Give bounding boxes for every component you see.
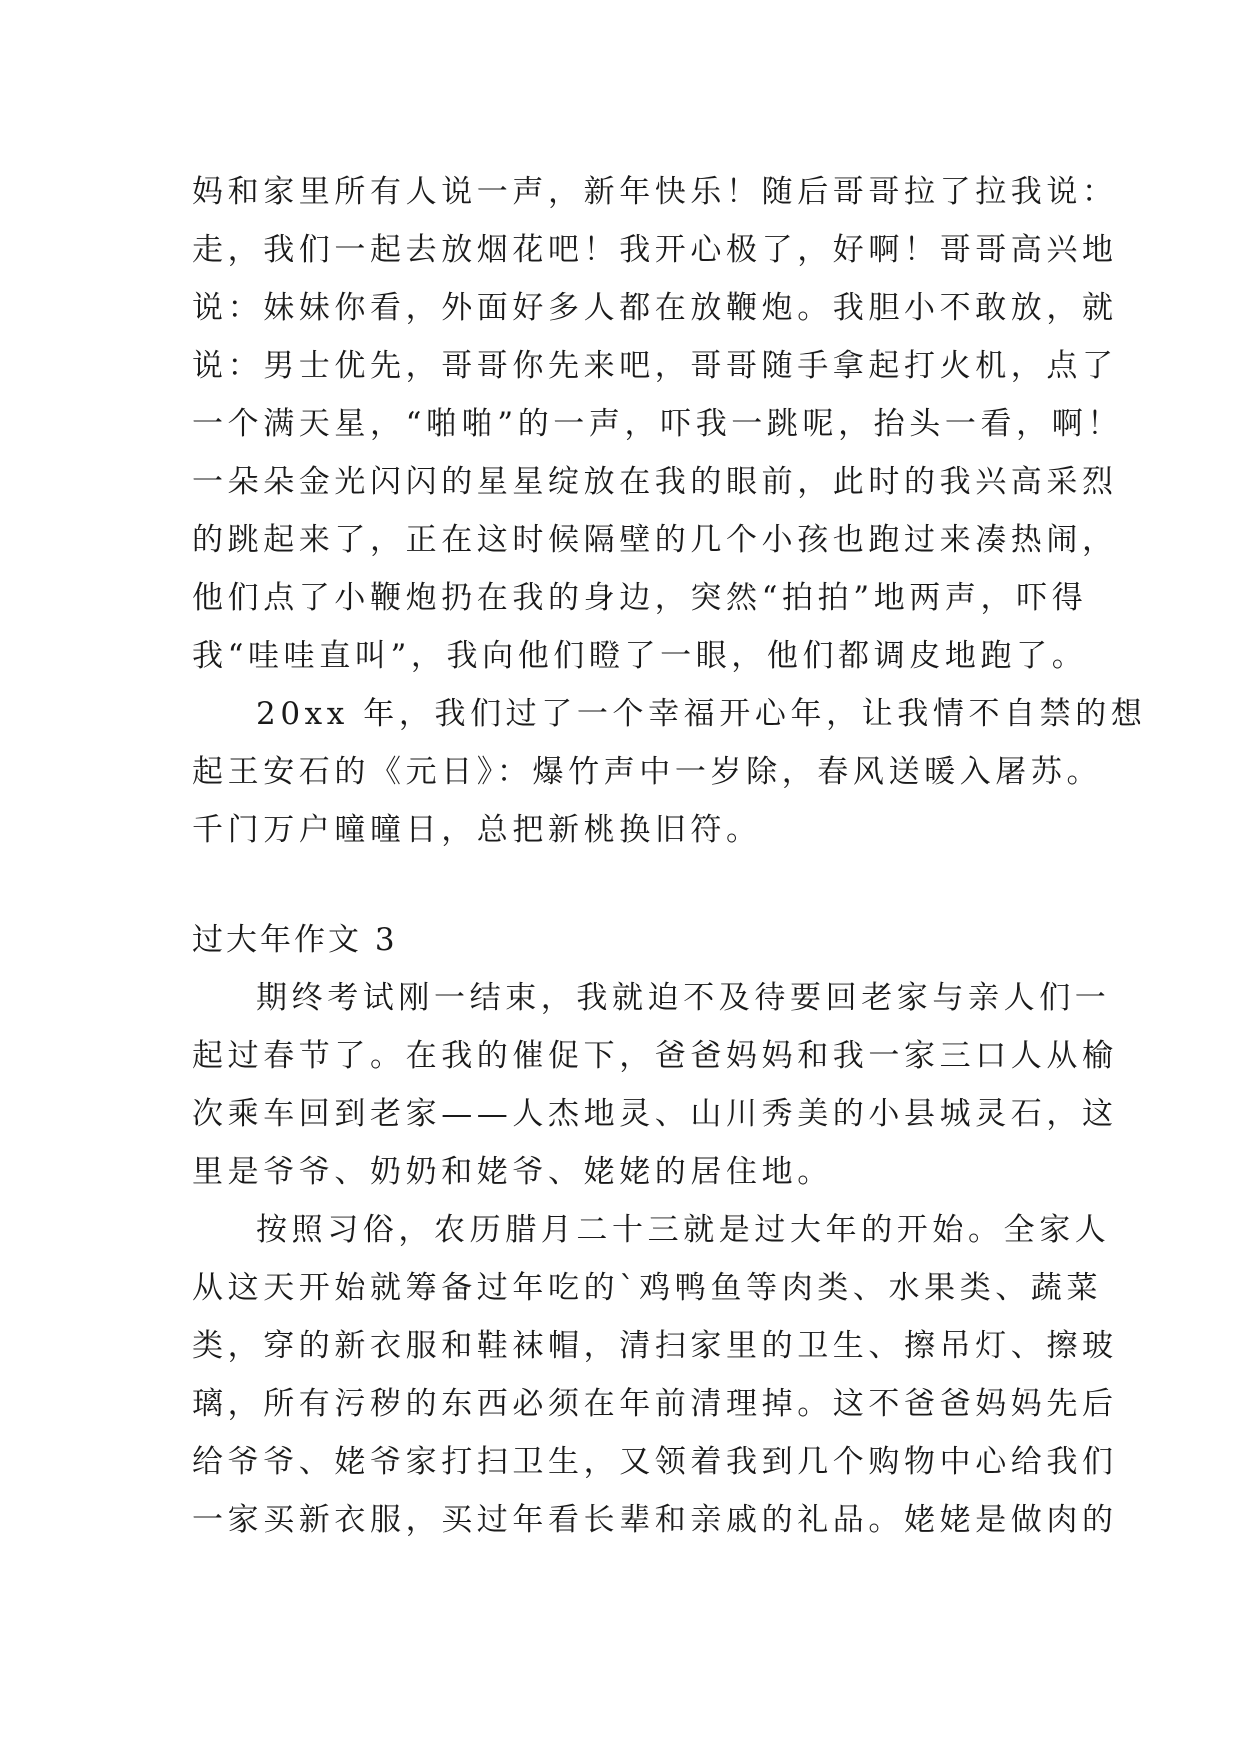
text-line: 次乘车回到老家——人杰地灵、山川秀美的小县城灵石，这 — [192, 1096, 1118, 1132]
text-line: 起过春节了。在我的催促下，爸爸妈妈和我一家三口人从榆 — [192, 1038, 1118, 1074]
text-line: 里是爷爷、奶奶和姥爷、姥姥的居住地。 — [192, 1154, 833, 1190]
paragraph-first-line: 20xx 年，我们过了一个幸福开心年，让我情不自禁的想 — [256, 696, 1147, 732]
text-line: 从这天开始就筹备过年吃的`鸡鸭鱼等肉类、水果类、蔬菜 — [192, 1270, 1103, 1306]
text-line: 类，穿的新衣服和鞋袜帽，清扫家里的卫生、擦吊灯、擦玻 — [192, 1328, 1118, 1364]
text-line: 的跳起来了，正在这时候隔壁的几个小孩也跑过来凑热闹， — [192, 522, 1118, 558]
text-line: 说：男士优先，哥哥你先来吧，哥哥随手拿起打火机，点了 — [192, 348, 1118, 384]
text-line: 走，我们一起去放烟花吧！我开心极了，好啊！哥哥高兴地 — [192, 232, 1118, 268]
text-line: 一个满天星，“啪啪”的一声，吓我一跳呢，抬头一看，啊！ — [192, 406, 1123, 442]
text-line: 璃，所有污秽的东西必须在年前清理掉。这不爸爸妈妈先后 — [192, 1386, 1118, 1422]
section-title: 过大年作文 3 — [192, 922, 398, 958]
text-line: 给爷爷、姥爷家打扫卫生，又领着我到几个购物中心给我们 — [192, 1444, 1118, 1480]
text-line: 起王安石的《元日》：爆竹声中一岁除，春风送暖入屠苏。 — [192, 754, 1103, 790]
text-line: 我“哇哇直叫”，我向他们瞪了一眼，他们都调皮地跑了。 — [192, 638, 1088, 674]
text-line: 妈和家里所有人说一声，新年快乐！随后哥哥拉了拉我说： — [192, 174, 1118, 210]
text-line: 一家买新衣服，买过年看长辈和亲戚的礼品。姥姥是做肉的 — [192, 1502, 1118, 1538]
paragraph-first-line: 按照习俗，农历腊月二十三就是过大年的开始。全家人 — [256, 1212, 1111, 1248]
text-line: 他们点了小鞭炮扔在我的身边，突然“拍拍”地两声，吓得 — [192, 580, 1088, 616]
text-line: 说：妹妹你看，外面好多人都在放鞭炮。我胆小不敢放，就 — [192, 290, 1118, 326]
paragraph-first-line: 期终考试刚一结束，我就迫不及待要回老家与亲人们一 — [256, 980, 1111, 1016]
text-line: 千门万户曈曈日，总把新桃换旧符。 — [192, 812, 762, 848]
text-line: 一朵朵金光闪闪的星星绽放在我的眼前，此时的我兴高采烈 — [192, 464, 1118, 500]
